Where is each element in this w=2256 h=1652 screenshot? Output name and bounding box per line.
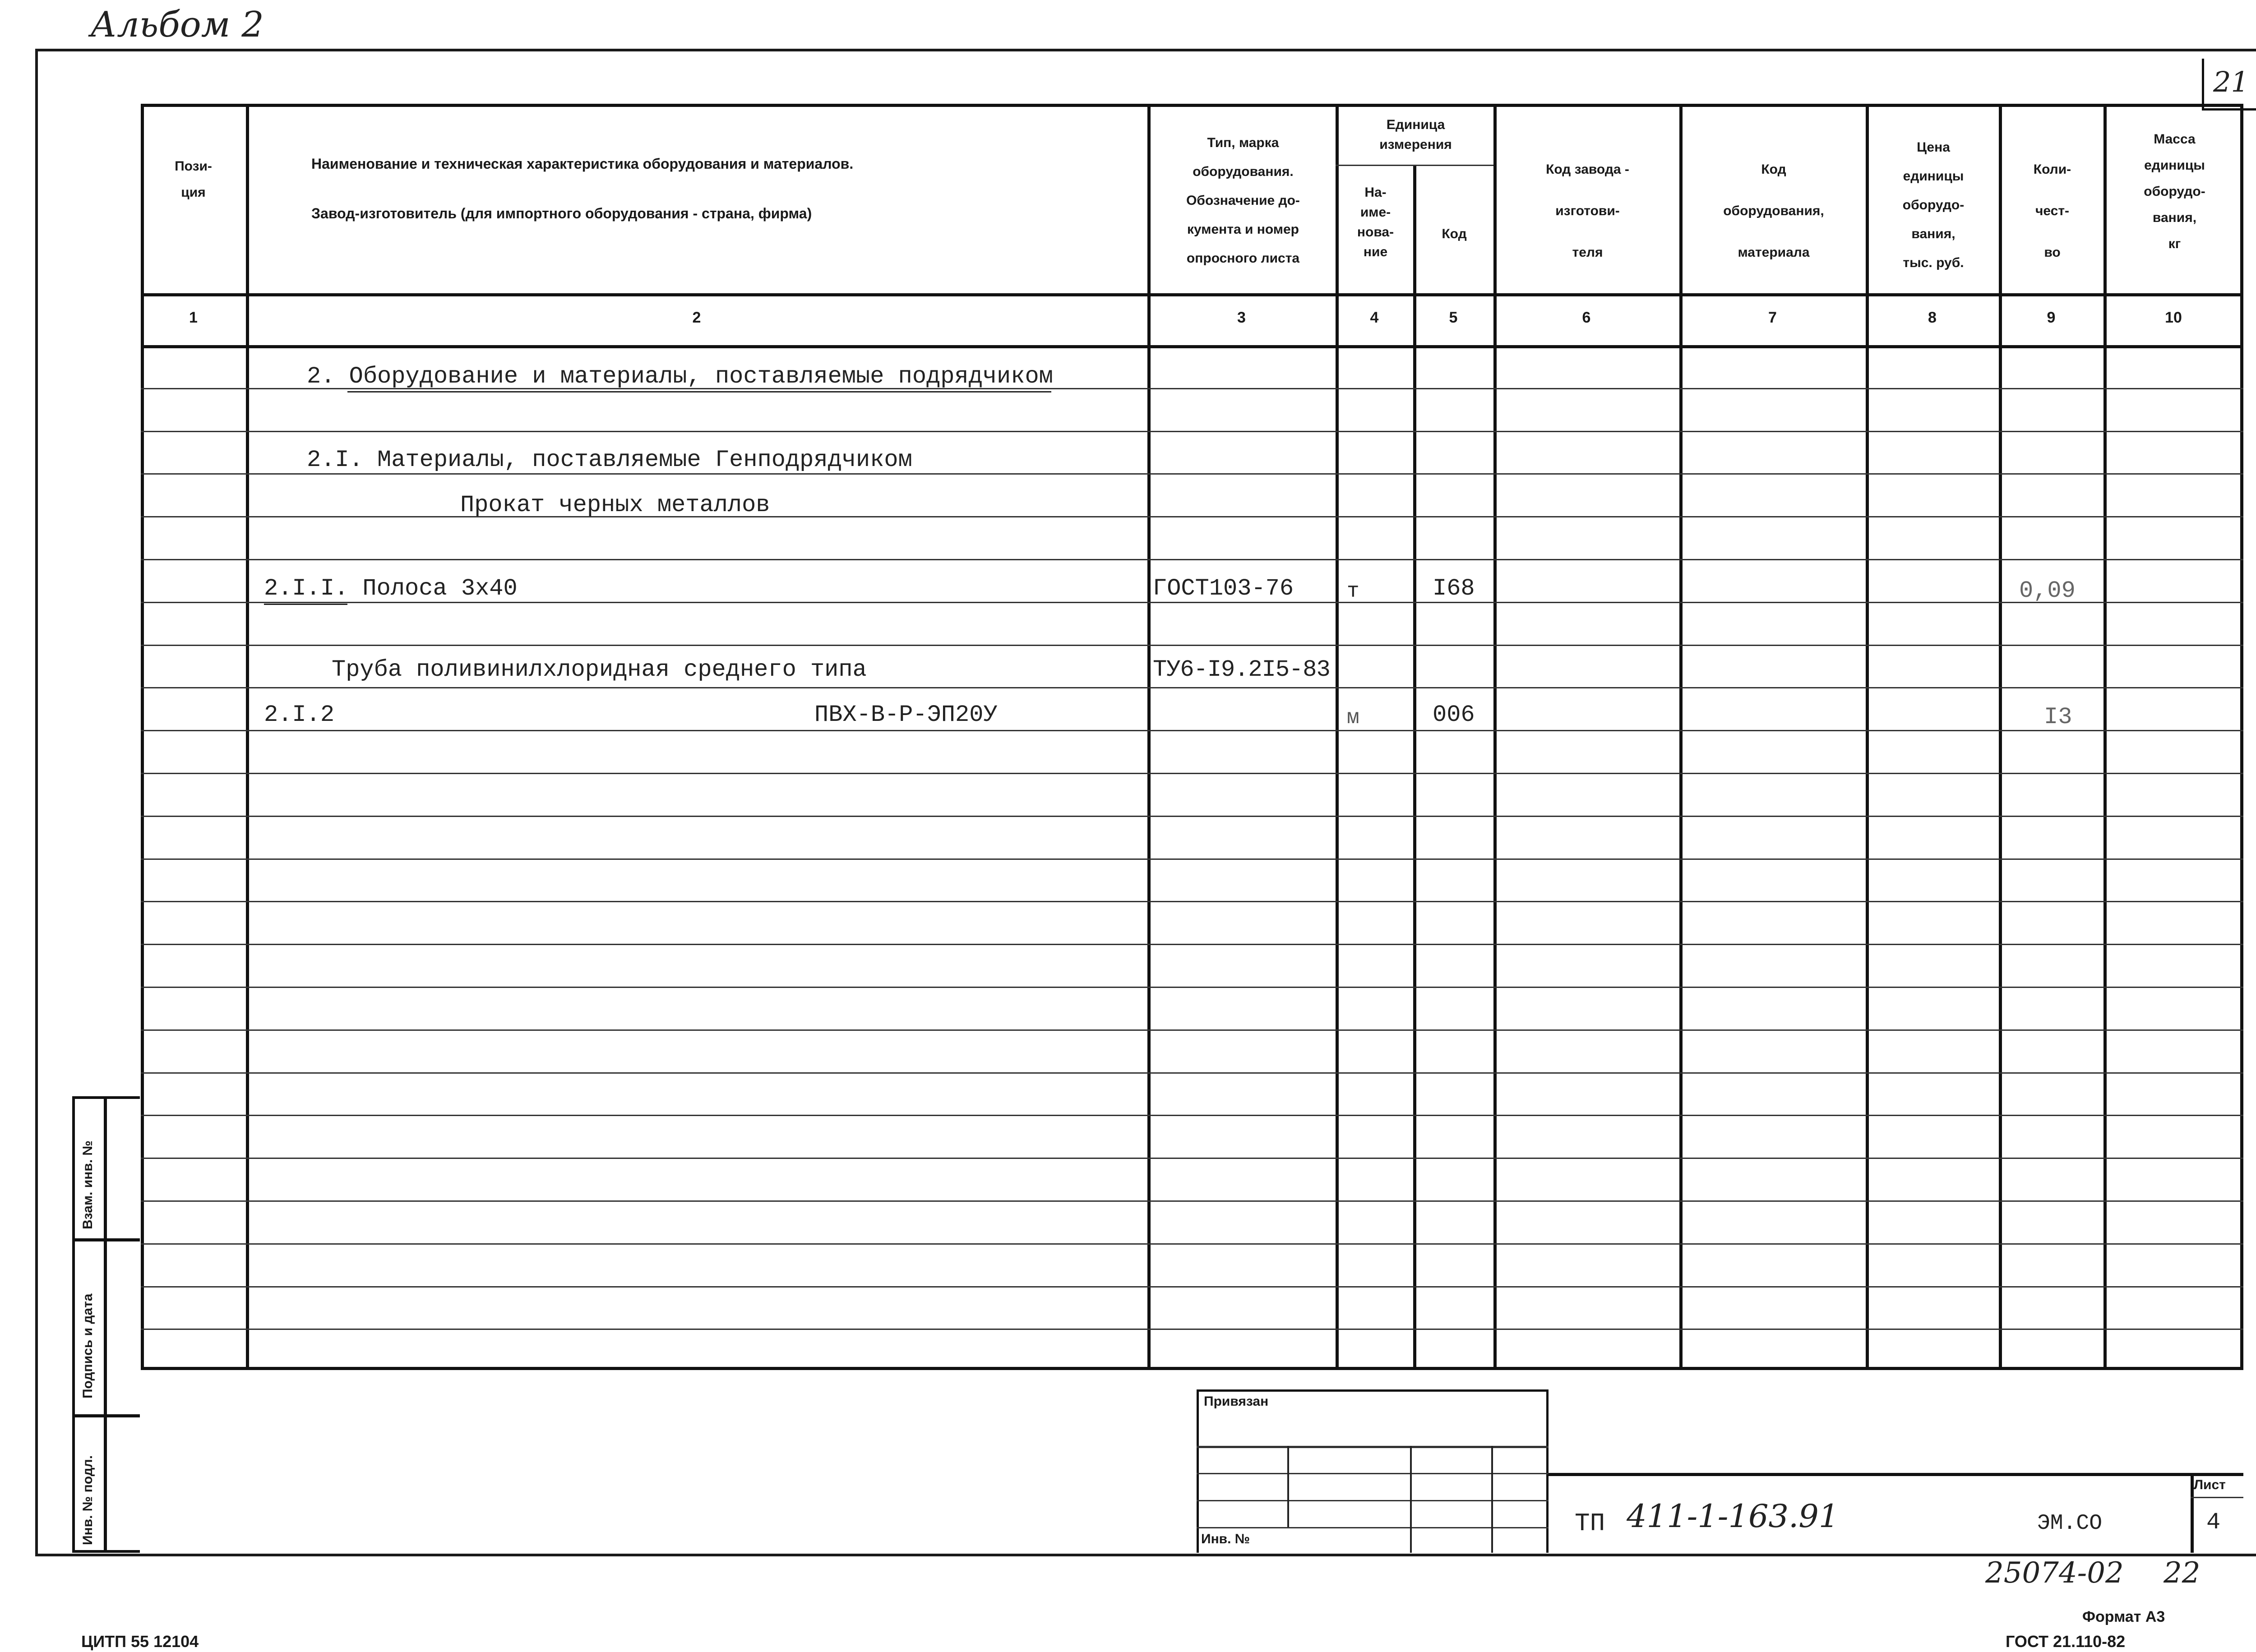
row-line [141,602,2243,603]
colnum-3: 3 [1237,309,1246,326]
header-unit-name: На- име- нова- ние [1357,185,1394,259]
side-label-podpis: Подпись и дата [80,1293,95,1398]
item-212-code: 006 [1433,701,1475,728]
colnum-10: 10 [2165,309,2182,326]
item-212-pos: 2.I.2 [264,701,335,728]
pipe-name: Труба поливинилхлоридная среднего типа [332,656,867,683]
side-label-vzam: Взам. инв. № [80,1140,95,1229]
row-line [141,1329,2243,1330]
side-label-inv: Инв. № подл. [80,1455,95,1545]
colnum-9: 9 [2047,309,2056,326]
item-211-unit: т [1347,580,1359,603]
header-position: Пози- ция [175,159,212,200]
item-211-code: I68 [1433,575,1475,602]
row-line [141,473,2243,475]
privyazan-line-4 [1197,1527,1549,1528]
unit-group-line [1336,165,1493,166]
doc-code: ЭМ.СО [2037,1511,2103,1536]
inv-no-label: Инв. № [1201,1532,1250,1546]
top-sheet-number: 21 [2213,65,2249,98]
row-line [141,901,2243,902]
row-line [141,1243,2243,1245]
row-line [141,1115,2243,1116]
gost-code: ГОСТ 21.110-82 [2006,1632,2126,1651]
item-212-qty: I3 [2044,704,2072,730]
row-line [141,1158,2243,1159]
list-box-mid [2191,1497,2243,1498]
side-strip-line-1 [72,1238,140,1241]
row-line [141,816,2243,817]
project-code: 411-1-163.91 [1627,1498,1839,1535]
row-line [141,1286,2243,1287]
header-type: Тип, марка оборудования. Обозначение до- кумента и номер опросного листа [1186,135,1300,266]
row-line [141,687,2243,688]
colnum-1: 1 [189,309,198,326]
colnum-7: 7 [1768,309,1777,326]
privyazan-col-2 [1410,1446,1412,1553]
item-211-qty: 0,09 [2019,577,2076,604]
row-line [141,730,2243,731]
item-212-unit: м [1347,706,1359,729]
colnum-bottom-line [141,345,2243,348]
item-211-underline [264,604,347,605]
table-bottom-line [141,1367,2243,1370]
header-name-line1: Наименование и техническая характеристика оборудования и материалов. [311,156,854,172]
privyazan-line-2 [1197,1473,1549,1474]
album-mark: Альбом 2 [90,5,264,45]
section-2-underline [347,391,1051,392]
pipe-doc: ТУ6-I9.2I5-83 [1153,656,1330,683]
row-line [141,645,2243,646]
item-212-mark: ПВХ-В-Р-ЭП20У [814,701,998,728]
row-line [141,987,2243,988]
archive-number: 25074-02 [1985,1556,2124,1590]
header-equipment-code: Код оборудования, материала [1723,162,1824,260]
format-label: Формат А3 [2082,1608,2165,1625]
privyazan-line-3 [1197,1500,1549,1501]
header-price: Цена единицы оборудо- вания, тыс. руб. [1902,140,1965,270]
side-strip-divider [104,1096,107,1553]
title-block-top [1549,1473,2243,1476]
row-line [141,773,2243,774]
left-code: ЦИТП 55 12104 [81,1632,199,1651]
row-line [141,559,2243,560]
colnum-5: 5 [1449,309,1458,326]
list-box-left [2191,1473,2194,1553]
item-211-doc: ГОСТ103-76 [1153,575,1294,602]
list-number: 4 [2206,1509,2221,1536]
colnum-2: 2 [692,309,701,326]
section-2-heading: 2. Оборудование и материалы, поставляемые подрядчиком [307,363,1053,390]
colnum-6: 6 [1582,309,1591,326]
privyazan-line-1 [1197,1446,1549,1448]
privyazan-col-3 [1491,1446,1493,1553]
row-line [141,431,2243,432]
project-prefix: ТП [1575,1509,1605,1538]
colnum-8: 8 [1928,309,1937,326]
header-unit-group: Единица измерения [1379,117,1452,152]
row-line [141,1029,2243,1031]
item-211-name: 2.I.I. Полоса 3х40 [264,575,518,602]
header-bottom-line [141,293,2243,296]
row-line [141,1072,2243,1074]
header-mass: Масса единицы оборудо- вания, кг [2144,132,2205,251]
row-line [141,516,2243,517]
row-line [141,944,2243,945]
header-factory-code: Код завода - изготови- теля [1546,162,1629,260]
colnum-4: 4 [1370,309,1379,326]
row-line [141,1200,2243,1202]
archive-sheet: 22 [2164,1556,2201,1590]
section-21-heading: 2.I. Материалы, поставляемые Генподрядчиком [307,447,912,473]
list-label: Лист [2194,1477,2226,1492]
subheading-rolled-metal: Прокат черных металлов [460,492,770,518]
side-strip-line-2 [72,1414,140,1417]
header-unit-code: Код [1442,226,1467,241]
header-quantity: Коли- чест- во [2033,162,2071,260]
header-name-line2: Завод-изготовитель (для импортного оборудования - страна, фирма) [311,205,812,221]
privyazan-label: Привязан [1204,1394,1269,1409]
privyazan-col-1 [1287,1446,1289,1527]
row-line [141,858,2243,860]
